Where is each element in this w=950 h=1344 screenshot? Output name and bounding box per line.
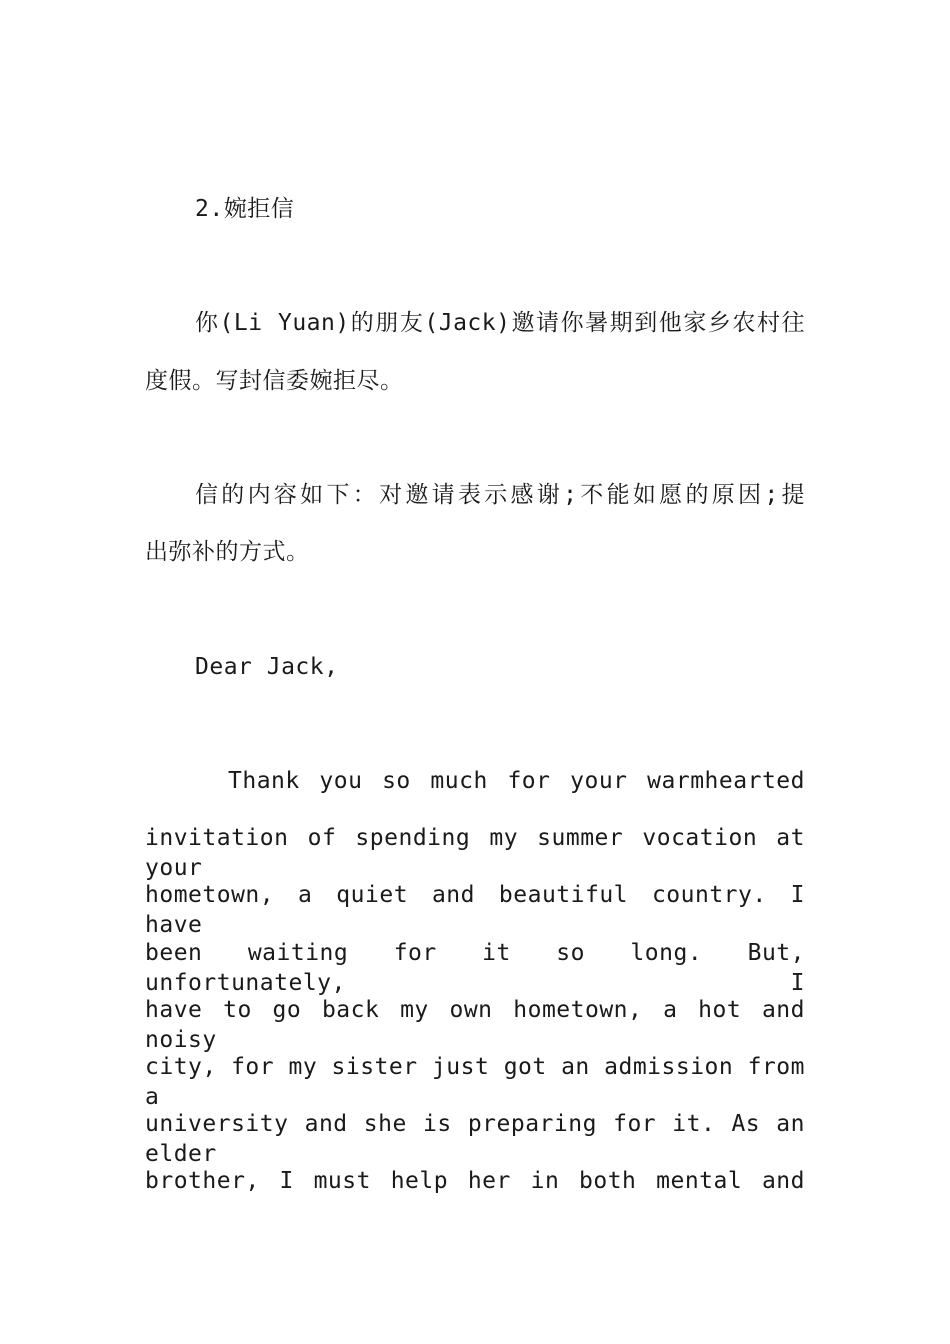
- prompt-line-2: 度假。写封信委婉拒尽。: [145, 368, 404, 394]
- letter-salutation: Dear Jack,: [195, 654, 339, 680]
- letter-line-5: have to go back my own hometown, a hot and noisy: [145, 997, 805, 1053]
- letter-line-6: city, for my sister just got an admission from a: [145, 1054, 805, 1110]
- content-line-1: 信的内容如下：对邀请表示感谢;不能如愿的原因;提: [195, 482, 805, 508]
- prompt-line-1: 你(Li Yuan)的朋友(Jack)邀请你暑期到他家乡农村往: [195, 310, 805, 336]
- section-heading: 2.婉拒信: [195, 196, 295, 222]
- letter-line-4: been waiting for it so long. But, unfortunately, I: [145, 940, 805, 996]
- letter-line-1: Thank you so much for your warmhearted: [228, 768, 805, 794]
- letter-line-7: university and she is preparing for it. As an elder: [145, 1111, 805, 1167]
- letter-line-2: invitation of spending my summer vocation at your: [145, 825, 805, 881]
- content-line-2: 出弥补的方式。: [145, 539, 310, 565]
- letter-line-8: brother, I must help her in both mental and: [145, 1168, 805, 1194]
- letter-line-3: hometown, a quiet and beautiful country. I have: [145, 882, 805, 938]
